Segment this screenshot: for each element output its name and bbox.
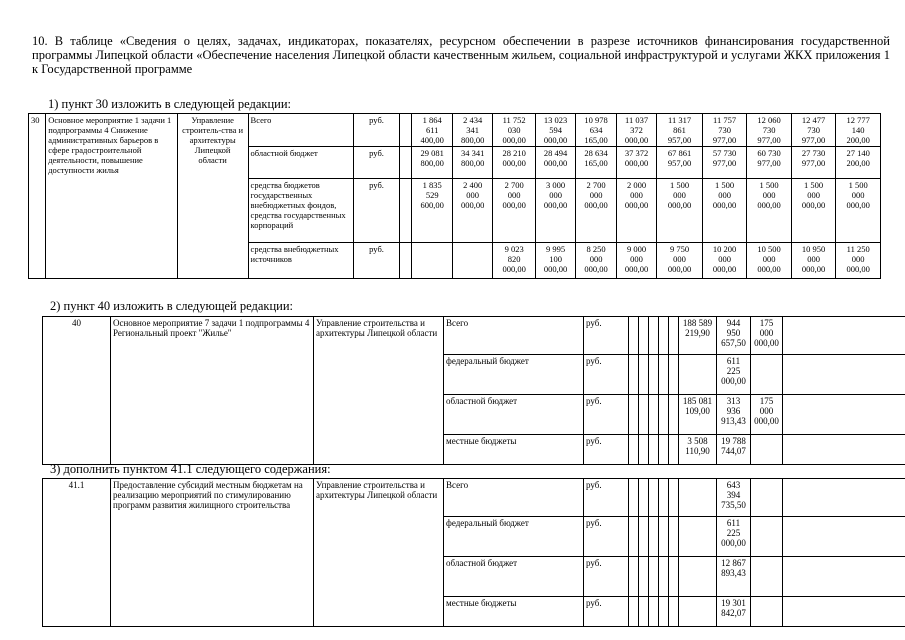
table-cell [639, 557, 649, 597]
funding-source: средства бюджетов государственных внебюджетных фондов, средства государственных корпораций [248, 179, 353, 243]
value-cell: 10 500 000 000,00 [747, 243, 792, 279]
table-cell [649, 517, 659, 557]
funding-source: областной бюджет [444, 395, 584, 435]
unit: руб. [353, 243, 400, 279]
value-cell: 27 140 200,00 [836, 147, 881, 179]
value-cell: 37 372 000,00 [616, 147, 656, 179]
table-cell [629, 317, 639, 355]
subheading-point-40: 2) пункт 40 изложить в следующей редакции: [50, 299, 293, 313]
table-cell [659, 317, 669, 355]
value-cell [679, 355, 717, 395]
value-cell: 3 000 000 000,00 [535, 179, 575, 243]
value-cell: 10 200 000 000,00 [702, 243, 747, 279]
table-cell [649, 355, 659, 395]
value-cell: 313 936 913,43 [717, 395, 751, 435]
table-cell [629, 355, 639, 395]
table-cell [751, 557, 783, 597]
unit: руб. [584, 395, 629, 435]
table-cell [783, 435, 905, 465]
table-cell [679, 479, 717, 517]
value-cell: 28 494 000,00 [535, 147, 575, 179]
table-cell [649, 395, 659, 435]
table-cell [751, 479, 783, 517]
executor: Управление строительства и архитектуры Липецкой области [314, 479, 444, 627]
value-cell: 188 589 219,90 [679, 317, 717, 355]
row-number: 30 [29, 114, 46, 279]
executor: Управление строитель-ства и архитектуры Липецкой области [177, 114, 248, 279]
table-cell [659, 517, 669, 557]
value-cell: 11 317 861 957,00 [657, 114, 703, 147]
executor: Управление строительства и архитектуры Липецкой области [314, 317, 444, 465]
table-cell [629, 395, 639, 435]
value-cell: 9 023 820 000,00 [493, 243, 535, 279]
value-cell: 611 225 000,00 [717, 355, 751, 395]
value-cell: 60 730 977,00 [747, 147, 792, 179]
table-cell [783, 517, 905, 557]
table-cell [649, 317, 659, 355]
table-cell [659, 395, 669, 435]
unit: руб. [353, 147, 400, 179]
value-cell: 19 301 842,07 [717, 597, 751, 627]
value-cell: 611 225 000,00 [717, 517, 751, 557]
value-cell: 2 400 000 000,00 [452, 179, 492, 243]
table-cell [629, 597, 639, 627]
table-cell [649, 479, 659, 517]
value-cell: 8 250 000 000,00 [576, 243, 616, 279]
table-cell [783, 355, 905, 395]
table-cell [669, 479, 679, 517]
value-cell: 11 250 000 000,00 [836, 243, 881, 279]
table-cell [649, 435, 659, 465]
value-cell: 12 060 730 977,00 [747, 114, 792, 147]
value-cell: 1 835 529 600,00 [412, 179, 452, 243]
value-cell: 11 037 372 000,00 [616, 114, 656, 147]
unit: руб. [584, 355, 629, 395]
value-cell: 1 500 000 000,00 [747, 179, 792, 243]
unit: руб. [584, 597, 629, 627]
unit: руб. [584, 517, 629, 557]
row-number: 41.1 [43, 479, 111, 627]
table-cell [639, 597, 649, 627]
table-cell [629, 517, 639, 557]
value-cell: 10 950 000 000,00 [791, 243, 836, 279]
unit: руб. [353, 179, 400, 243]
table-cell [679, 517, 717, 557]
table-cell [783, 597, 905, 627]
funding-source: федеральный бюджет [444, 517, 584, 557]
value-cell: 1 500 000 000,00 [791, 179, 836, 243]
table-point-41-1 [42, 478, 905, 627]
table-cell [669, 317, 679, 355]
value-cell: 643 394 735,50 [717, 479, 751, 517]
value-cell: 944 950 657,50 [717, 317, 751, 355]
value-cell: 1 500 000 000,00 [836, 179, 881, 243]
value-cell: 185 081 109,00 [679, 395, 717, 435]
value-cell [412, 243, 452, 279]
funding-source: Всего [248, 114, 353, 147]
value-cell: 1 864 611 400,00 [412, 114, 452, 147]
funding-source: Всего [444, 479, 584, 517]
table-cell [639, 517, 649, 557]
table-cell [629, 557, 639, 597]
table-cell [659, 557, 669, 597]
funding-source: областной бюджет [444, 557, 584, 597]
value-cell: 10 978 634 165,00 [576, 114, 616, 147]
value-cell: 19 788 744,07 [717, 435, 751, 465]
table-cell [751, 517, 783, 557]
table-cell [669, 557, 679, 597]
table-cell [639, 317, 649, 355]
value-cell: 12 867 893,43 [717, 557, 751, 597]
table-cell [400, 243, 412, 279]
value-cell: 2 700 000 000,00 [576, 179, 616, 243]
subheading-point-30: 1) пункт 30 изложить в следующей редакции: [48, 97, 291, 111]
value-cell: 9 750 000 000,00 [657, 243, 703, 279]
table-row [43, 317, 905, 355]
table-cell [669, 355, 679, 395]
value-cell: 175 000 000,00 [751, 317, 783, 355]
value-cell: 2 000 000 000,00 [616, 179, 656, 243]
table-cell [400, 114, 412, 147]
value-cell: 175 000 000,00 [751, 395, 783, 435]
value-cell: 67 861 957,00 [657, 147, 703, 179]
table-cell [639, 395, 649, 435]
value-cell: 11 757 730 977,00 [702, 114, 747, 147]
unit: руб. [353, 114, 400, 147]
row-number: 40 [43, 317, 111, 465]
table-cell [783, 479, 905, 517]
value-cell: 2 434 341 800,00 [452, 114, 492, 147]
subheading-point-41-1: 3) дополнить пунктом 41.1 следующего содержания: [50, 462, 331, 476]
table-cell [669, 597, 679, 627]
table-cell [783, 317, 905, 355]
funding-source: местные бюджеты [444, 597, 584, 627]
table-cell [659, 355, 669, 395]
funding-source: Всего [444, 317, 584, 355]
table-row [29, 114, 881, 147]
value-cell: 1 500 000 000,00 [657, 179, 703, 243]
intro-paragraph: 10. В таблице «Сведения о целях, задачах, индикаторах, показателях, ресурсном обеспечении в разрезе источников финансирования государственной программы Липецкой области «Обеспечение населения Липецкой области качественным жильем, социальной инфраструктурой и услугами ЖКХ приложения 1 к Государственной программе [32, 34, 890, 76]
table-cell [659, 435, 669, 465]
table-cell [669, 395, 679, 435]
value-cell: 2 700 000 000,00 [493, 179, 535, 243]
value-cell: 1 500 000 000,00 [702, 179, 747, 243]
table-point-30 [28, 113, 881, 279]
table-row [43, 479, 905, 517]
table-cell [679, 597, 717, 627]
funding-source: средства внебюджетных источников [248, 243, 353, 279]
table-cell [629, 435, 639, 465]
value-cell [751, 435, 783, 465]
funding-source: местные бюджеты [444, 435, 584, 465]
value-cell: 28 634 165,00 [576, 147, 616, 179]
measure-name: Предоставление субсидий местным бюджетам на реализацию мероприятий по стимулированию программ развития жилищного строительства [111, 479, 314, 627]
value-cell [452, 243, 492, 279]
funding-source: федеральный бюджет [444, 355, 584, 395]
table-cell [639, 355, 649, 395]
measure-name: Основное мероприятие 7 задачи 1 подпрограммы 4 Региональный проект "Жилье" [111, 317, 314, 465]
table-cell [751, 597, 783, 627]
value-cell [751, 355, 783, 395]
table-cell [639, 435, 649, 465]
unit: руб. [584, 557, 629, 597]
table-cell [400, 147, 412, 179]
table-cell [639, 479, 649, 517]
table-cell [679, 557, 717, 597]
table-cell [649, 597, 659, 627]
value-cell: 3 508 110,90 [679, 435, 717, 465]
value-cell: 9 000 000 000,00 [616, 243, 656, 279]
value-cell: 34 341 800,00 [452, 147, 492, 179]
table-cell [783, 557, 905, 597]
value-cell: 9 995 100 000,00 [535, 243, 575, 279]
value-cell: 27 730 977,00 [791, 147, 836, 179]
measure-name: Основное мероприятие 1 задачи 1 подпрограммы 4 Снижение административных барьеров в сфере градостроительной деятельности, повышение доступности жилья [46, 114, 178, 279]
table-cell [629, 479, 639, 517]
value-cell: 28 210 000,00 [493, 147, 535, 179]
value-cell: 11 752 030 000,00 [493, 114, 535, 147]
table-cell [400, 179, 412, 243]
value-cell: 12 477 730 977,00 [791, 114, 836, 147]
table-cell [783, 395, 905, 435]
table-cell [649, 557, 659, 597]
table-cell [659, 479, 669, 517]
table-cell [669, 517, 679, 557]
unit: руб. [584, 435, 629, 465]
table-point-40 [42, 316, 905, 465]
unit: руб. [584, 317, 629, 355]
value-cell: 13 023 594 000,00 [535, 114, 575, 147]
unit: руб. [584, 479, 629, 517]
funding-source: областной бюджет [248, 147, 353, 179]
value-cell: 29 081 800,00 [412, 147, 452, 179]
value-cell: 57 730 977,00 [702, 147, 747, 179]
table-cell [669, 435, 679, 465]
table-cell [659, 597, 669, 627]
value-cell: 12 777 140 200,00 [836, 114, 881, 147]
